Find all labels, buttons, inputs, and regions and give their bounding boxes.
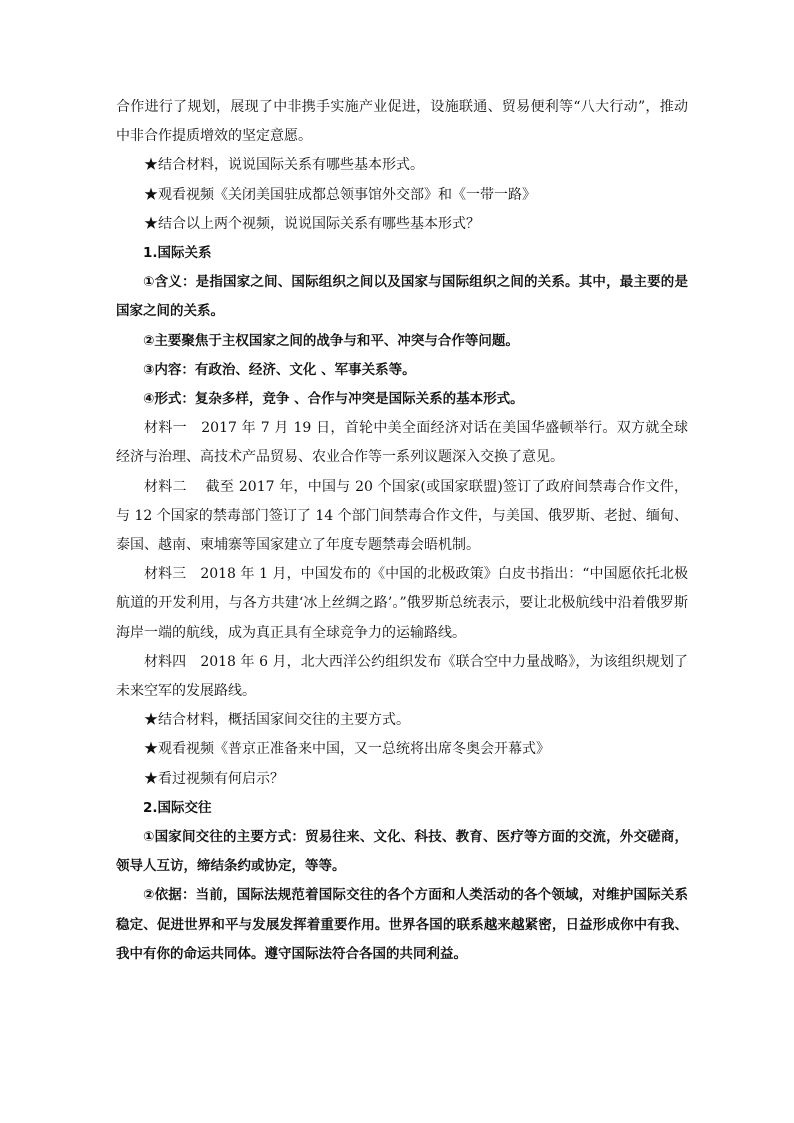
video-note-2: ★观看视频《普京正准备来中国，又一总统将出席冬奥会开幕式》 — [144, 741, 550, 758]
material-4: 材料四 2018 年 6 月，北大西洋公约组织发布《联合空中力量战略》，为该组织规划了未来空军的发展路线。 — [116, 653, 688, 700]
point-exchange-methods: ①国家间交往的主要方式：贸易往来、文化、科技、教育、医疗等方面的交流，外交磋商，领导人互访，缔结条约或协定，等等。 — [116, 829, 688, 875]
question-videos-forms: ★结合以上两个视频，说说国际关系有哪些基本形式？ — [144, 215, 480, 232]
point-focus: ②主要聚焦于主权国家之间的战争与和平、冲突与合作等问题。 — [143, 332, 519, 349]
point-content: ③内容：有政治、经济、文化 、军事关系等。 — [143, 361, 416, 378]
point-form: ④形式：复杂多样，竞争 、合作与冲突是国际关系的基本形式。 — [143, 391, 524, 408]
paragraph-intro-continued: 合作进行了规划，展现了中非携手实施产业促进，设施联通、贸易便利等“八大行动”，推动中非合作提质增效的坚定意愿。 — [116, 99, 688, 145]
material-1: 材料一 2017 年 7 月 19 日，首轮中美全面经济对话在美国华盛顿举行。双方就全球经济与治理、高技术产品贸易、农业合作等一系列议题深入交换了意见。 — [116, 420, 688, 466]
point-basis: ②依据：当前，国际法规范着国际交往的各个方面和人类活动的各个领域，对维护国际关系稳定、促进世界和平与发展发挥着重要作用。世界各国的联系越来越紧密，日益形成你中有我、我中有你的命运共同体。遵守国际法符合各国的共同利益。 — [116, 887, 688, 962]
point-definition: ①含义：是指国家之间、国际组织之间以及国家与国际组织之间的关系。其中，最主要的是国家之间的关系。 — [116, 274, 688, 320]
question-exchange-methods: ★结合材料，概括国家间交往的主要方式。 — [144, 712, 410, 729]
material-2: 材料二 截至 2017 年，中国与 20 个国家(或国家联盟)签订了政府间禁毒合作文件，与 12 个国家的禁毒部门签订了 14 个部门间禁毒合作文件，与美国、俄罗斯、老挝、缅甸、泰国、越南、柬埔寨等国家建立了年度专题禁毒会晤机制。 — [116, 478, 688, 554]
material-3: 材料三 2018 年 1 月，中国发布的《中国的北极政策》白皮书指出：“中国愿依托北极航道的开发利用，与各方共建‘冰上丝绸之路’。”俄罗斯总统表示，要让北极航线中沿着俄罗斯海岸一端的航线，成为真正具有全球竞争力的运输路线。 — [116, 566, 688, 641]
section-heading-international-exchange: 2.国际交往 — [143, 799, 212, 816]
document-page — [116, 93, 688, 969]
section-heading-international-relations: 1.国际关系 — [143, 245, 212, 262]
question-forms-of-relations: ★结合材料，说说国际关系有哪些基本形式。 — [144, 157, 424, 174]
question-video-insight: ★看过视频有何启示？ — [144, 770, 284, 787]
video-note-1: ★观看视频《关闭美国驻成都总领事馆外交部》和《一带一路》 — [144, 186, 536, 203]
